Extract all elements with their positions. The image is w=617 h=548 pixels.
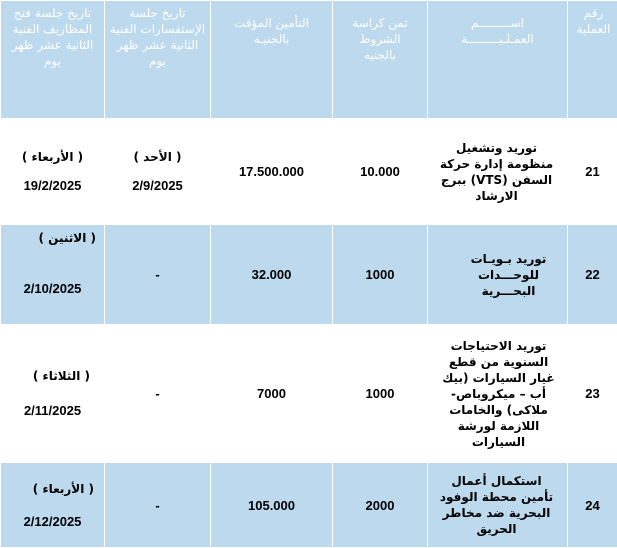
table-row	[1, 463, 617, 548]
opening-day: ( الأربعاء )	[21, 150, 84, 164]
header-doc-price: ثمن كراسة الشروط بالجنيه	[333, 1, 428, 119]
opening-day: ( الأربعاء )	[32, 481, 94, 496]
header-inquiry-session: تاريخ جلسة الإستفسارات الفنية الثانية عشر ظهر يوم	[105, 1, 211, 119]
op-number-cell: 24	[568, 463, 617, 548]
opening-date: 2/10/2025	[23, 281, 82, 296]
insurance-cell: 7000	[211, 325, 333, 463]
inquiry-date: -	[155, 267, 160, 282]
op-number-cell: 23	[568, 325, 617, 463]
inquiry-session-cell	[105, 463, 211, 548]
op-number-cell: 21	[568, 119, 617, 225]
header-row	[1, 1, 617, 119]
inquiry-session-cell	[105, 325, 211, 463]
opening-session-cell	[1, 463, 105, 548]
inquiry-day: ( الأحد )	[133, 150, 182, 164]
opening-day: ( الاثنين )	[38, 231, 96, 245]
header-insurance: التأمين المؤقت بالجنيـه	[211, 1, 333, 119]
opening-session-cell	[1, 119, 105, 225]
doc-price-cell: 1000	[333, 325, 428, 463]
doc-price-cell: 10.000	[333, 119, 428, 225]
opening-date: 2/12/2025	[23, 513, 82, 529]
header-opening-session: تاريخ جلسة فتح المظاريف الفنية الثانية عشر ظهر يوم	[1, 1, 105, 119]
inquiry-date: -	[155, 497, 160, 513]
opening-date: 19/2/2025	[23, 178, 82, 193]
op-name-cell: توريد وتشغيل منظومة إدارة حركة السفن (VTS) ببرج الارشاد	[428, 119, 568, 225]
insurance-cell: 105.000	[211, 463, 333, 548]
table-row	[1, 119, 617, 225]
doc-price-cell: 1000	[333, 225, 428, 325]
inquiry-session-cell	[105, 119, 211, 225]
inquiry-date: 2/9/2025	[132, 178, 183, 193]
insurance-cell: 17.500.000	[211, 119, 333, 225]
inquiry-session-cell	[105, 225, 211, 325]
opening-date: 2/11/2025	[23, 403, 82, 418]
table-row	[1, 325, 617, 463]
op-name-cell: توريد بـويـات للوحـــدات البحـــرية	[428, 225, 568, 325]
op-name-cell: توريد الاحتياجات السنوية من قطع غيار السيارات (بيك أب – ميكروباص-ملاكى) والخامات اللازمة لورشة السيارات	[428, 325, 568, 463]
opening-session-cell	[1, 225, 105, 325]
table-row	[1, 225, 617, 325]
doc-price-cell: 2000	[333, 463, 428, 548]
header-op-number: رقم العملية	[568, 1, 617, 119]
opening-session-cell	[1, 325, 105, 463]
opening-day: ( الثلاثاء )	[32, 369, 90, 383]
insurance-cell: 32.000	[211, 225, 333, 325]
header-op-name: اســـــــــم العمـلـيـــــــــة	[428, 1, 568, 119]
op-number-cell: 22	[568, 225, 617, 325]
inquiry-date: -	[155, 386, 160, 401]
op-name-cell: استكمال أعمال تأمين محطة الوفود البحرية ضد مخاطر الحريق	[428, 463, 568, 548]
